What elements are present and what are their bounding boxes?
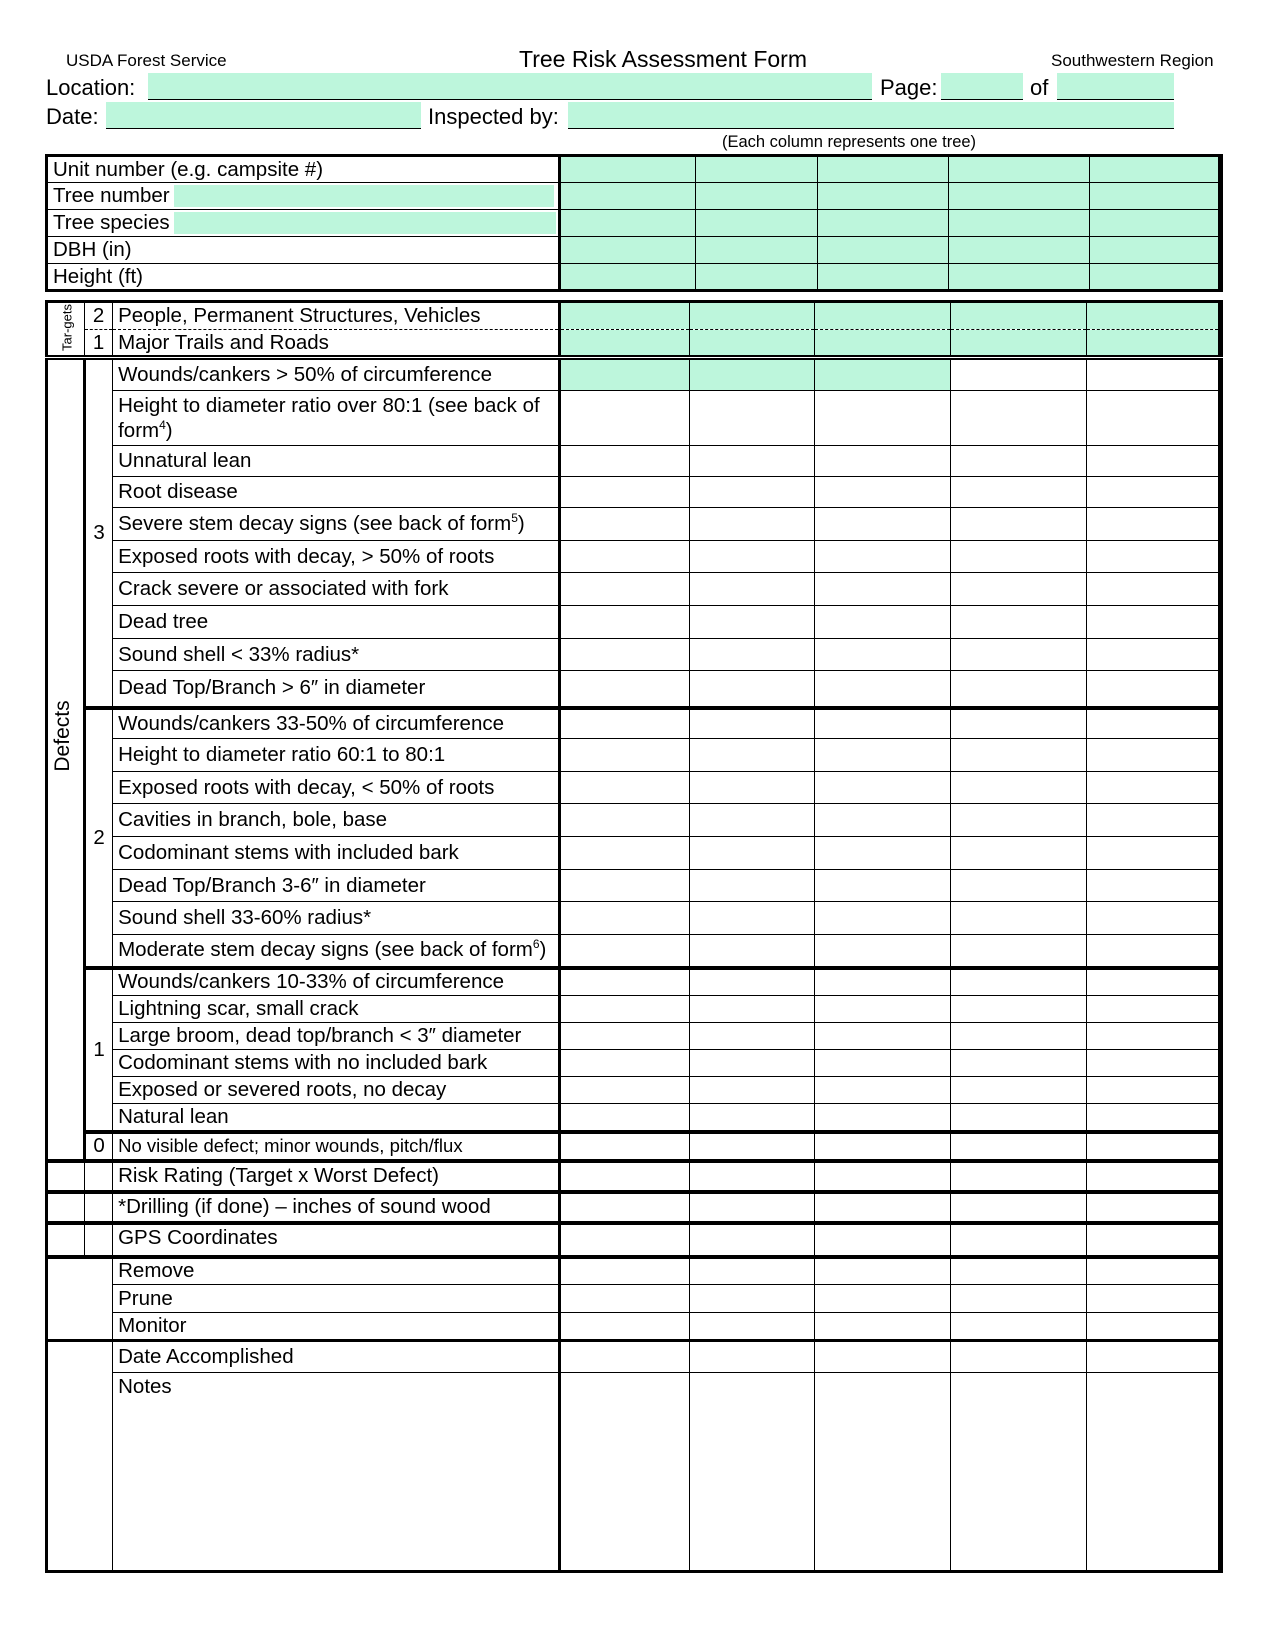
tree-cell[interactable] xyxy=(815,302,950,330)
tree-cell[interactable] xyxy=(950,1050,1086,1077)
defect-row-label: Cavities in branch, bole, base xyxy=(113,804,560,837)
tree-cell[interactable] xyxy=(815,1161,950,1192)
tree-cell[interactable] xyxy=(815,1023,950,1050)
tree-cell[interactable] xyxy=(815,935,950,968)
tree-cell[interactable] xyxy=(1086,1132,1220,1161)
date-label: Date: xyxy=(46,104,99,129)
inspected-label: Inspected by: xyxy=(428,104,559,129)
tree-cell[interactable] xyxy=(690,935,815,968)
tree-cell[interactable] xyxy=(559,1077,689,1104)
tree-cell[interactable] xyxy=(950,330,1086,358)
tree-cell[interactable] xyxy=(560,264,695,291)
tree-cell[interactable] xyxy=(559,1050,689,1077)
tree-cell[interactable] xyxy=(559,1161,689,1192)
tree-cell[interactable] xyxy=(690,391,815,446)
tree-cell[interactable] xyxy=(817,264,948,291)
agency-name: USDA Forest Service xyxy=(66,51,227,70)
tree-cell[interactable] xyxy=(559,1132,689,1161)
defect-row-label: Sound shell < 33% radius* xyxy=(113,639,560,671)
tree-cell[interactable] xyxy=(1086,935,1220,968)
tree-cell[interactable] xyxy=(817,156,948,183)
tree-cell[interactable] xyxy=(1089,264,1220,291)
risk-table xyxy=(45,300,1223,1573)
tree-cell[interactable] xyxy=(815,1077,950,1104)
tree-cell[interactable] xyxy=(1086,837,1220,870)
tree-cell[interactable] xyxy=(815,477,950,508)
tree-cell[interactable] xyxy=(1086,772,1220,804)
prune-label: Prune xyxy=(113,1285,560,1313)
tree-cell[interactable] xyxy=(690,1050,815,1077)
target-score: 2 xyxy=(85,302,113,330)
tree-cell[interactable] xyxy=(815,708,950,739)
inspector-field[interactable] xyxy=(568,102,1174,129)
tree-cell[interactable] xyxy=(690,541,815,573)
defect-row-label: Crack severe or associated with fork xyxy=(113,573,560,606)
tree-cell[interactable] xyxy=(948,210,1089,237)
tree-cell[interactable] xyxy=(815,330,950,358)
tree-cell[interactable] xyxy=(559,477,689,508)
tree-cell[interactable] xyxy=(1086,1077,1220,1104)
tree-cell[interactable] xyxy=(1086,1257,1220,1285)
tree-cell[interactable] xyxy=(690,1132,815,1161)
tree-cell[interactable] xyxy=(815,837,950,870)
tree-cell[interactable] xyxy=(815,606,950,639)
tree-cell[interactable] xyxy=(950,935,1086,968)
page-label: Page: xyxy=(880,75,938,100)
tree-cell[interactable] xyxy=(690,1223,815,1257)
tree-cell[interactable] xyxy=(1086,477,1220,508)
blank-cell xyxy=(47,1223,85,1257)
tree-cell[interactable] xyxy=(695,210,817,237)
tree-cell[interactable] xyxy=(1086,606,1220,639)
tree-cell[interactable] xyxy=(559,804,689,837)
tree-cell[interactable] xyxy=(695,183,817,210)
tree-cell[interactable] xyxy=(559,1023,689,1050)
tree-cell[interactable] xyxy=(690,1023,815,1050)
tree-cell[interactable] xyxy=(690,446,815,477)
defect-row-label: Dead Top/Branch > 6″ in diameter xyxy=(113,671,560,708)
tree-cell[interactable] xyxy=(950,1161,1086,1192)
tree-cell[interactable] xyxy=(690,739,815,772)
tree-cell[interactable] xyxy=(950,1285,1086,1313)
blank-cell xyxy=(47,1341,113,1572)
defect-row-label: Root disease xyxy=(113,477,560,508)
tree-cell[interactable] xyxy=(559,302,689,330)
tree-cell[interactable] xyxy=(559,1341,689,1373)
defect-row-label: Exposed or severed roots, no decay xyxy=(113,1077,560,1104)
notes-cell[interactable] xyxy=(950,1373,1086,1572)
notes-cell[interactable] xyxy=(1086,1373,1220,1572)
tree-cell[interactable] xyxy=(950,1077,1086,1104)
tree-cell[interactable] xyxy=(1086,541,1220,573)
defect-row-label: Height to diameter ratio over 80:1 (see back of form$^4$) xyxy=(113,391,560,446)
tree-number-label: Tree number xyxy=(47,183,560,210)
tree-cell[interactable] xyxy=(815,358,950,391)
target-people-label: People, Permanent Structures, Vehicles xyxy=(113,302,560,330)
tree-cell[interactable] xyxy=(1086,968,1220,996)
tree-cell[interactable] xyxy=(1089,210,1220,237)
blank-cell xyxy=(85,1192,113,1223)
tree-cell[interactable] xyxy=(950,1104,1086,1132)
tree-cell[interactable] xyxy=(1086,508,1220,541)
tree-cell[interactable] xyxy=(690,606,815,639)
tree-cell[interactable] xyxy=(950,302,1086,330)
defect-row-label: Natural lean xyxy=(113,1104,560,1132)
tree-cell[interactable] xyxy=(690,508,815,541)
tree-cell[interactable] xyxy=(950,1313,1086,1341)
tree-cell[interactable] xyxy=(690,1285,815,1313)
target-trails-label: Major Trails and Roads xyxy=(113,330,560,358)
tree-cell[interactable] xyxy=(1086,1192,1220,1223)
tree-cell[interactable] xyxy=(950,804,1086,837)
tree-cell[interactable] xyxy=(815,1313,950,1341)
defect-row-label: Dead Top/Branch 3-6″ in diameter xyxy=(113,870,560,902)
tree-cell[interactable] xyxy=(950,573,1086,606)
blank-cell xyxy=(47,1257,113,1341)
dbh-label: DBH (in) xyxy=(47,237,560,264)
tree-cell[interactable] xyxy=(690,1161,815,1192)
defect-row-label: Exposed roots with decay, < 50% of roots xyxy=(113,772,560,804)
tree-cell[interactable] xyxy=(815,804,950,837)
tree-cell[interactable] xyxy=(559,1285,689,1313)
tree-cell[interactable] xyxy=(1086,1285,1220,1313)
tree-cell[interactable] xyxy=(559,739,689,772)
tree-cell[interactable] xyxy=(1086,804,1220,837)
tree-species-fill xyxy=(174,212,556,234)
tree-cell[interactable] xyxy=(695,237,817,264)
tree-cell[interactable] xyxy=(559,508,689,541)
tree-cell[interactable] xyxy=(817,183,948,210)
tree-cell[interactable] xyxy=(690,330,815,358)
tree-cell[interactable] xyxy=(815,446,950,477)
tree-cell[interactable] xyxy=(815,1285,950,1313)
defect-row-label: Sound shell 33-60% radius* xyxy=(113,902,560,935)
tree-cell[interactable] xyxy=(559,573,689,606)
tree-cell[interactable] xyxy=(560,210,695,237)
tree-cell[interactable] xyxy=(559,671,689,708)
notes-label: Notes xyxy=(113,1373,560,1572)
tree-cell[interactable] xyxy=(690,772,815,804)
tree-cell[interactable] xyxy=(950,708,1086,739)
tree-cell[interactable] xyxy=(690,1104,815,1132)
tree-cell[interactable] xyxy=(815,508,950,541)
remove-label: Remove xyxy=(113,1257,560,1285)
tree-cell[interactable] xyxy=(690,573,815,606)
tree-cell[interactable] xyxy=(559,541,689,573)
tree-cell[interactable] xyxy=(950,739,1086,772)
defect-score: 3 xyxy=(85,358,113,708)
tree-cell[interactable] xyxy=(815,1132,950,1161)
tree-cell[interactable] xyxy=(950,1341,1086,1373)
tree-cell[interactable] xyxy=(1086,1161,1220,1192)
defect-row-label: Codominant stems with no included bark xyxy=(113,1050,560,1077)
tree-cell[interactable] xyxy=(1089,237,1220,264)
targets-cell xyxy=(47,302,85,358)
defect-row-label: Unnatural lean xyxy=(113,446,560,477)
tree-cell[interactable] xyxy=(950,996,1086,1023)
tree-cell[interactable] xyxy=(559,708,689,739)
tree-cell[interactable] xyxy=(815,541,950,573)
tree-cell[interactable] xyxy=(950,477,1086,508)
defect-row-label: Wounds/cankers 33-50% of circumference xyxy=(113,708,560,739)
tree-cell[interactable] xyxy=(690,477,815,508)
location-label: Location: xyxy=(46,75,136,100)
tree-cell[interactable] xyxy=(1086,870,1220,902)
tree-cell[interactable] xyxy=(690,639,815,671)
tree-cell[interactable] xyxy=(815,573,950,606)
blank-cell xyxy=(85,1161,113,1192)
tree-cell[interactable] xyxy=(815,739,950,772)
target-score: 1 xyxy=(85,330,113,358)
tree-cell[interactable] xyxy=(817,210,948,237)
tree-cell[interactable] xyxy=(559,1313,689,1341)
tree-cell[interactable] xyxy=(1086,639,1220,671)
tree-cell[interactable] xyxy=(817,237,948,264)
tree-cell[interactable] xyxy=(948,156,1089,183)
tree-cell[interactable] xyxy=(559,968,689,996)
defect-row-label: No visible defect; minor wounds, pitch/flux xyxy=(113,1132,560,1161)
tree-cell[interactable] xyxy=(690,902,815,935)
tree-cell[interactable] xyxy=(950,541,1086,573)
tree-cell[interactable] xyxy=(559,606,689,639)
tree-cell[interactable] xyxy=(559,391,689,446)
notes-cell[interactable] xyxy=(559,1373,689,1572)
defect-row-label: Large broom, dead top/branch < 3″ diameter xyxy=(113,1023,560,1050)
tree-cell[interactable] xyxy=(560,156,695,183)
tree-cell[interactable] xyxy=(1086,330,1220,358)
defect-row-label: Codominant stems with included bark xyxy=(113,837,560,870)
tree-cell[interactable] xyxy=(1086,573,1220,606)
tree-cell[interactable] xyxy=(1086,739,1220,772)
defect-row-label: Lightning scar, small crack xyxy=(113,996,560,1023)
defect-row-label: Severe stem decay signs (see back of form$^5$) xyxy=(113,508,560,541)
tree-cell[interactable] xyxy=(690,837,815,870)
defect-score: 0 xyxy=(85,1132,113,1161)
tree-cell[interactable] xyxy=(1086,302,1220,330)
tree-cell[interactable] xyxy=(1086,1023,1220,1050)
tree-cell[interactable] xyxy=(690,804,815,837)
tree-cell[interactable] xyxy=(560,237,695,264)
tree-cell[interactable] xyxy=(690,708,815,739)
tree-cell[interactable] xyxy=(950,1023,1086,1050)
region-name: Southwestern Region xyxy=(1051,51,1214,70)
notes-cell[interactable] xyxy=(690,1373,815,1572)
tree-cell[interactable] xyxy=(815,772,950,804)
tree-cell[interactable] xyxy=(690,870,815,902)
tree-info-table xyxy=(45,154,1223,292)
tree-cell[interactable] xyxy=(815,1050,950,1077)
gps-label: GPS Coordinates xyxy=(113,1223,560,1257)
tree-cell[interactable] xyxy=(690,1077,815,1104)
tree-cell[interactable] xyxy=(815,639,950,671)
defect-row-label: Height to diameter ratio 60:1 to 80:1 xyxy=(113,739,560,772)
tree-cell[interactable] xyxy=(950,358,1086,391)
tree-cell[interactable] xyxy=(695,264,817,291)
blank-cell xyxy=(47,1192,85,1223)
risk-rating-label: Risk Rating (Target x Worst Defect) xyxy=(113,1161,560,1192)
tree-cell[interactable] xyxy=(559,1257,689,1285)
date-accomplished-label: Date Accomplished xyxy=(113,1341,560,1373)
location-field[interactable] xyxy=(148,73,872,100)
blank-cell xyxy=(85,1223,113,1257)
tree-cell[interactable] xyxy=(559,837,689,870)
tree-cell[interactable] xyxy=(559,902,689,935)
tree-cell[interactable] xyxy=(950,837,1086,870)
defect-row-label: Dead tree xyxy=(113,606,560,639)
tree-cell[interactable] xyxy=(950,772,1086,804)
tree-cell[interactable] xyxy=(559,996,689,1023)
tree-cell[interactable] xyxy=(950,391,1086,446)
defect-score: 1 xyxy=(85,968,113,1132)
tree-cell[interactable] xyxy=(950,1192,1086,1223)
defect-score: 2 xyxy=(85,708,113,968)
tree-cell[interactable] xyxy=(690,302,815,330)
monitor-label: Monitor xyxy=(113,1313,560,1341)
tree-cell[interactable] xyxy=(1086,671,1220,708)
tree-cell[interactable] xyxy=(1086,708,1220,739)
tree-cell[interactable] xyxy=(950,606,1086,639)
tree-cell[interactable] xyxy=(1086,996,1220,1023)
defect-row-label: Wounds/cankers 10-33% of circumference xyxy=(113,968,560,996)
tree-cell[interactable] xyxy=(1089,183,1220,210)
notes-cell[interactable] xyxy=(815,1373,950,1572)
tree-cell[interactable] xyxy=(559,1104,689,1132)
tree-cell[interactable] xyxy=(1086,1341,1220,1373)
tree-cell[interactable] xyxy=(950,968,1086,996)
tree-cell[interactable] xyxy=(690,1313,815,1341)
tree-cell[interactable] xyxy=(559,639,689,671)
targets-label: Tar-gets xyxy=(59,304,75,351)
defect-row-label: Wounds/cankers > 50% of circumference xyxy=(113,358,560,391)
tree-cell[interactable] xyxy=(690,1341,815,1373)
tree-cell[interactable] xyxy=(950,446,1086,477)
tree-cell[interactable] xyxy=(559,446,689,477)
defect-row-label: Exposed roots with decay, > 50% of roots xyxy=(113,541,560,573)
tree-cell[interactable] xyxy=(950,902,1086,935)
tree-cell[interactable] xyxy=(815,391,950,446)
tree-cell[interactable] xyxy=(690,1257,815,1285)
defect-row-label: Moderate stem decay signs (see back of form$^6$) xyxy=(113,935,560,968)
tree-cell[interactable] xyxy=(690,996,815,1023)
tree-cell[interactable] xyxy=(559,935,689,968)
tree-number-fill xyxy=(174,185,554,207)
defects-cell xyxy=(47,358,85,1161)
tree-cell[interactable] xyxy=(559,1192,689,1223)
tree-cell[interactable] xyxy=(559,870,689,902)
tree-cell[interactable] xyxy=(950,1223,1086,1257)
tree-cell[interactable] xyxy=(815,996,950,1023)
tree-cell[interactable] xyxy=(815,671,950,708)
tree-cell[interactable] xyxy=(1086,1050,1220,1077)
tree-cell[interactable] xyxy=(1086,1104,1220,1132)
tree-cell[interactable] xyxy=(559,358,689,391)
tree-cell[interactable] xyxy=(559,330,689,358)
tree-cell[interactable] xyxy=(1086,391,1220,446)
page-total-field[interactable] xyxy=(1057,73,1174,100)
tree-cell[interactable] xyxy=(815,1104,950,1132)
tree-cell[interactable] xyxy=(1086,446,1220,477)
tree-species-label: Tree species xyxy=(47,210,560,237)
tree-cell[interactable] xyxy=(695,156,817,183)
tree-cell[interactable] xyxy=(560,183,695,210)
date-field[interactable] xyxy=(106,102,421,129)
tree-cell[interactable] xyxy=(950,1257,1086,1285)
defects-label: Defects xyxy=(51,700,74,772)
tree-cell[interactable] xyxy=(1086,1313,1220,1341)
page-field[interactable] xyxy=(941,73,1023,100)
tree-cell[interactable] xyxy=(690,968,815,996)
tree-cell[interactable] xyxy=(815,870,950,902)
unit-number-label: Unit number (e.g. campsite #) xyxy=(47,156,560,183)
column-note: (Each column represents one tree) xyxy=(722,133,977,151)
tree-cell[interactable] xyxy=(948,183,1089,210)
tree-cell[interactable] xyxy=(950,671,1086,708)
tree-cell[interactable] xyxy=(815,1192,950,1223)
tree-cell[interactable] xyxy=(815,1223,950,1257)
tree-cell[interactable] xyxy=(559,772,689,804)
tree-cell[interactable] xyxy=(950,508,1086,541)
tree-cell[interactable] xyxy=(815,902,950,935)
tree-cell[interactable] xyxy=(950,870,1086,902)
tree-cell[interactable] xyxy=(815,1341,950,1373)
tree-cell[interactable] xyxy=(1086,902,1220,935)
tree-cell[interactable] xyxy=(950,639,1086,671)
blank-cell xyxy=(47,1161,85,1192)
height-label: Height (ft) xyxy=(47,264,560,291)
tree-cell[interactable] xyxy=(559,1223,689,1257)
tree-cell[interactable] xyxy=(1086,1223,1220,1257)
tree-cell[interactable] xyxy=(948,264,1089,291)
tree-cell[interactable] xyxy=(948,237,1089,264)
tree-cell[interactable] xyxy=(950,1132,1086,1161)
form-title: Tree Risk Assessment Form xyxy=(519,46,807,72)
tree-cell[interactable] xyxy=(690,358,815,391)
drilling-label: *Drilling (if done) – inches of sound wood xyxy=(113,1192,560,1223)
tree-cell[interactable] xyxy=(690,1192,815,1223)
tree-cell[interactable] xyxy=(690,671,815,708)
tree-cell[interactable] xyxy=(1089,156,1220,183)
of-label: of xyxy=(1030,75,1049,100)
tree-cell[interactable] xyxy=(815,1257,950,1285)
tree-cell[interactable] xyxy=(815,968,950,996)
tree-cell[interactable] xyxy=(1086,358,1220,391)
